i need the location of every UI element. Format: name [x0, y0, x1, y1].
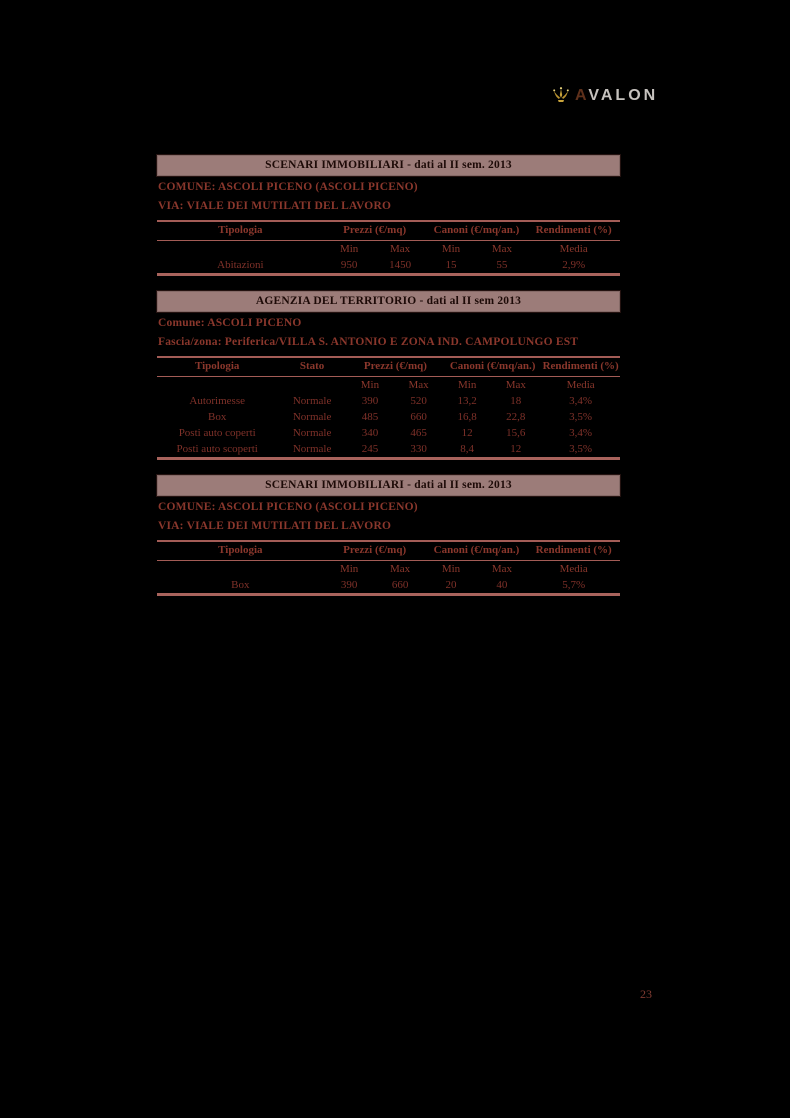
subheader-max: Max	[491, 563, 512, 575]
subheader-min: Min	[360, 379, 380, 391]
table-row	[157, 441, 620, 459]
cell-rendimento-media: 3,4%	[569, 395, 593, 407]
cell-canoni-min: 20	[445, 579, 457, 591]
cell-tipologia: Autorimesse	[189, 395, 245, 407]
cell-canoni-max: 12	[510, 443, 522, 455]
cell-stato: Normale	[292, 411, 332, 423]
cell-prezzi-min: 390	[361, 395, 379, 407]
col-header-rendimenti: Rendimenti (%)	[527, 221, 620, 241]
cell-tipologia: Posti auto coperti	[178, 427, 256, 439]
cell-prezzi-min: 340	[361, 427, 379, 439]
subheader-min: Min	[339, 243, 359, 255]
comune-line: COMUNE: ASCOLI PICENO (ASCOLI PICENO)	[158, 501, 418, 513]
subheader-max: Max	[505, 379, 526, 391]
col-header-stato: Stato	[277, 357, 346, 377]
col-header-tipologia: Tipologia	[157, 357, 277, 377]
table-subheader-row	[157, 561, 620, 578]
comune-line: Comune: ASCOLI PICENO	[158, 317, 302, 329]
cell-prezzi-min: 390	[340, 579, 358, 591]
subheader-min: Min	[339, 563, 359, 575]
section-scenari-immobiliari-2	[157, 475, 620, 596]
col-header-rendimenti: Rendimenti (%)	[527, 541, 620, 561]
subheader-media: Media	[559, 243, 588, 255]
table-header-row	[157, 357, 620, 377]
cell-rendimento-media: 5,7%	[562, 579, 586, 591]
section-title-bar	[157, 475, 620, 496]
col-header-canoni: Canoni (€/mq/an.)	[426, 541, 528, 561]
cell-prezzi-max: 465	[410, 427, 427, 439]
fascia-zona-line: Fascia/zona: Periferica/VILLA S. ANTONIO E ZONA IND. CAMPOLUNGO EST	[158, 336, 579, 348]
cell-canoni-max: 15,6	[506, 427, 526, 439]
cell-stato: Normale	[292, 443, 332, 455]
cell-rendimento-media: 3,4%	[569, 427, 593, 439]
col-header-canoni: Canoni (€/mq/an.)	[426, 221, 528, 241]
logo-letter-a: A	[575, 87, 589, 104]
table-row	[157, 257, 620, 275]
col-header-prezzi: Prezzi (€/mq)	[347, 357, 444, 377]
subheader-min: Min	[441, 243, 461, 255]
cell-canoni-max: 40	[496, 579, 508, 591]
subheader-max: Max	[408, 379, 429, 391]
col-header-tipologia: Tipologia	[157, 221, 324, 241]
cell-tipologia: Box	[208, 411, 227, 423]
logo-wordmark	[575, 87, 658, 105]
cell-tipologia: Posti auto scoperti	[176, 443, 258, 455]
cell-prezzi-min: 485	[361, 411, 379, 423]
table-subheader-row	[157, 377, 620, 394]
empty-cell	[157, 241, 324, 258]
cell-rendimento-media: 3,5%	[569, 443, 593, 455]
cell-prezzi-max: 330	[410, 443, 427, 455]
col-header-canoni: Canoni (€/mq/an.)	[444, 357, 541, 377]
subheader-max: Max	[389, 563, 411, 575]
cell-canoni-min: 12	[461, 427, 473, 439]
data-table	[157, 356, 620, 460]
col-header-tipologia: Tipologia	[157, 541, 324, 561]
cell-canoni-max: 55	[496, 259, 508, 271]
page-number: 23	[640, 987, 652, 1001]
cell-rendimento-media: 3,5%	[569, 411, 593, 423]
section-title: AGENZIA DEL TERRITORIO - dati al II sem 2013	[255, 295, 522, 307]
logo-letters-valon: VALON	[588, 87, 659, 104]
avalon-crown-icon	[550, 86, 572, 106]
cell-prezzi-max: 660	[391, 579, 409, 591]
cell-stato: Normale	[292, 427, 332, 439]
empty-cell	[157, 377, 277, 394]
subheader-media: Media	[566, 379, 595, 391]
report-content	[157, 155, 620, 611]
section-agenzia-territorio	[157, 291, 620, 460]
cell-stato: Normale	[292, 395, 332, 407]
cell-prezzi-max: 520	[410, 395, 427, 407]
cell-tipologia: Box	[231, 579, 250, 591]
comune-line: COMUNE: ASCOLI PICENO (ASCOLI PICENO)	[158, 181, 418, 193]
section-title: SCENARI IMMOBILIARI - dati al II sem. 2013	[265, 479, 512, 491]
cell-prezzi-min: 950	[340, 259, 358, 271]
cell-prezzi-max: 1450	[389, 259, 412, 271]
cell-prezzi-max: 660	[410, 411, 427, 423]
via-line: VIA: VIALE DEI MUTILATI DEL LAVORO	[158, 200, 392, 212]
data-table	[157, 540, 620, 596]
table-row	[157, 425, 620, 441]
cell-rendimento-media: 2,9%	[562, 259, 586, 271]
cell-canoni-min: 15	[445, 259, 457, 271]
subheader-media: Media	[559, 563, 588, 575]
subheader-min: Min	[458, 379, 477, 391]
table-row	[157, 393, 620, 409]
cell-canoni-max: 22,8	[506, 411, 526, 423]
table-subheader-row	[157, 241, 620, 258]
empty-cell	[277, 377, 346, 394]
empty-cell	[157, 561, 324, 578]
section-title-bar	[157, 155, 620, 176]
table-row	[157, 409, 620, 425]
avalon-logo	[550, 86, 658, 106]
subheader-max: Max	[389, 243, 411, 255]
table-header-row	[157, 221, 620, 241]
col-header-rendimenti: Rendimenti (%)	[541, 357, 620, 377]
cell-canoni-max: 18	[510, 395, 522, 407]
col-header-prezzi: Prezzi (€/mq)	[324, 221, 426, 241]
section-scenari-immobiliari-1	[157, 155, 620, 276]
subheader-max: Max	[491, 243, 512, 255]
cell-tipologia: Abitazioni	[217, 259, 264, 271]
table-header-row	[157, 541, 620, 561]
cell-canoni-min: 13,2	[457, 395, 477, 407]
subheader-min: Min	[441, 563, 461, 575]
table-row	[157, 577, 620, 595]
section-title: SCENARI IMMOBILIARI - dati al II sem. 2013	[265, 159, 512, 171]
via-line: VIA: VIALE DEI MUTILATI DEL LAVORO	[158, 520, 392, 532]
col-header-prezzi: Prezzi (€/mq)	[324, 541, 426, 561]
cell-canoni-min: 16,8	[457, 411, 477, 423]
cell-canoni-min: 8,4	[460, 443, 475, 455]
cell-prezzi-min: 245	[361, 443, 379, 455]
section-title-bar	[157, 291, 620, 312]
data-table	[157, 220, 620, 276]
